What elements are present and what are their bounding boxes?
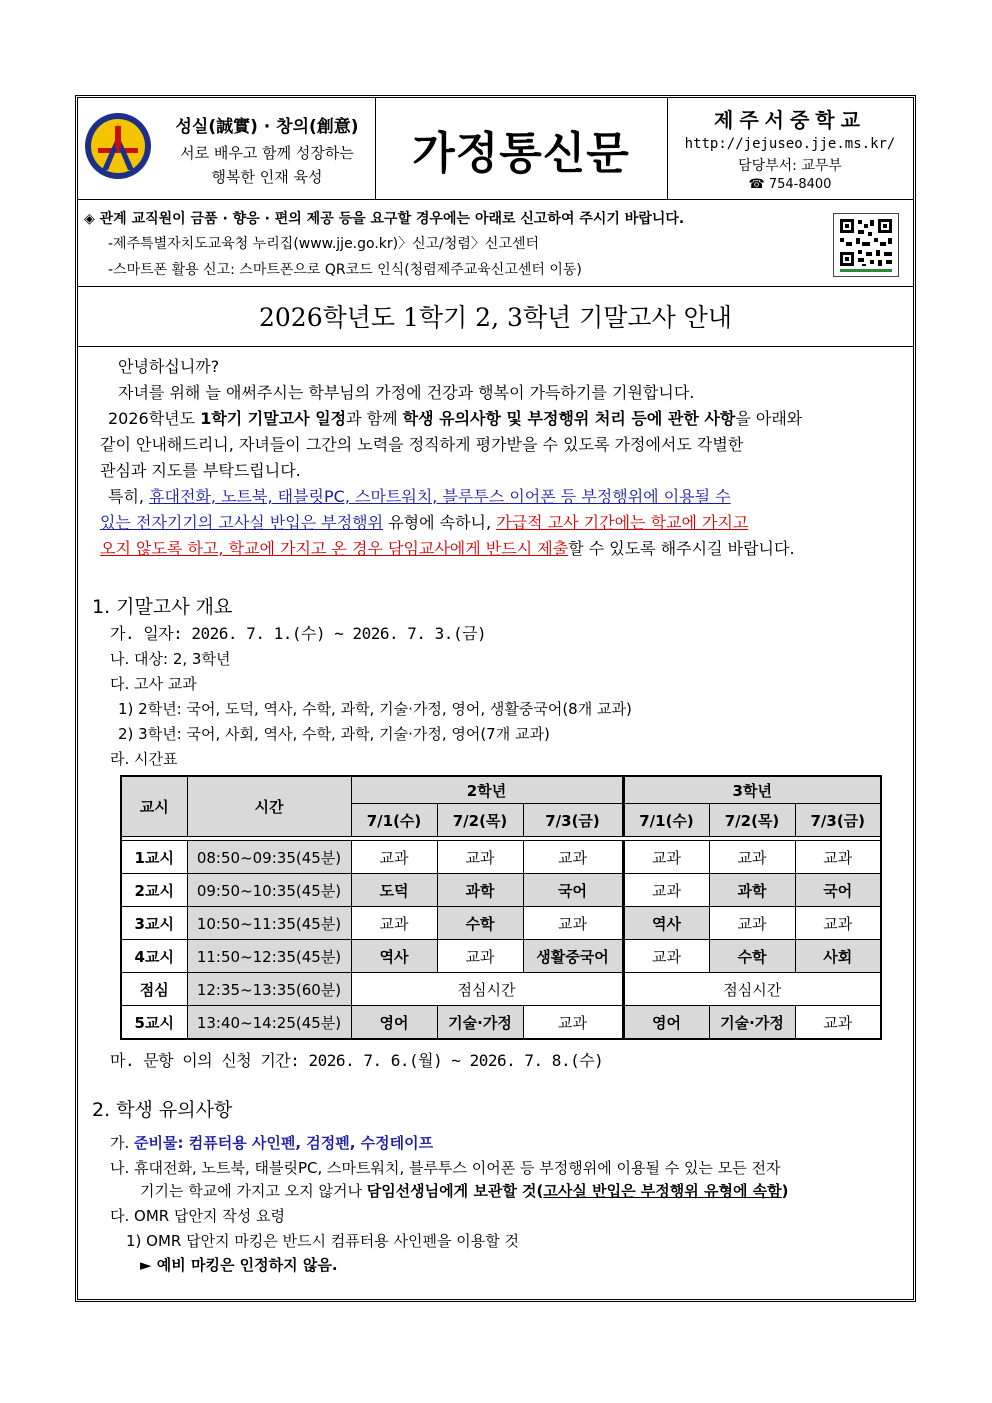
period-cell: 점심: [121, 973, 187, 1006]
period-cell: 1교시: [121, 841, 187, 874]
timetable-row: [121, 940, 881, 973]
subject-cell: 수학: [709, 940, 795, 973]
bold-span: 1학기 기말고사 일정: [200, 409, 347, 428]
section2-heading: 2. 학생 유의사항: [92, 1099, 233, 1121]
red-underline-span: 가급적 고사 기간에는 학교에 가지고: [496, 513, 749, 532]
timetable-heading: 라. 시간표: [110, 750, 178, 768]
omr-rule1: 1) OMR 답안지 마킹은 반드시 컴퓨터용 사인펜을 이용할 것: [126, 1232, 520, 1250]
timetable-row: [121, 841, 881, 874]
subject-cell: 과학: [709, 874, 795, 907]
text-span: 유형에 속하니,: [383, 513, 497, 532]
time-cell: 08:50~09:35(45분): [187, 841, 351, 874]
grade2-subjects: 1) 2학년: 국어, 도덕, 역사, 수학, 과학, 기술·가정, 영어, 생활중국어(8개 교과): [118, 700, 632, 718]
subject-cell: 교과: [623, 874, 709, 907]
intro-line8: [100, 536, 795, 562]
subject-cell: 기술·가정: [709, 1006, 795, 1040]
subject-cell: 교과: [709, 841, 795, 874]
subject-cell: 교과: [795, 841, 881, 874]
subject-cell: 교과: [523, 1006, 623, 1040]
bold-span: 담임선생님에게 보관할 것: [366, 1182, 537, 1200]
exam-subjects-heading: 다. 고사 교과: [110, 675, 197, 693]
period-cell: 2교시: [121, 874, 187, 907]
period-cell: 4교시: [121, 940, 187, 973]
intro-line4: 같이 안내해드리니, 자녀들이 그간의 노력을 정직하게 평가받을 수 있도록 가정에서도 각별한: [100, 435, 744, 454]
text-span: 특히,: [108, 487, 150, 506]
intro-line2: 자녀를 위해 늘 애써주시는 학부님의 가정에 건강과 행복이 가득하기를 기원합니다.: [118, 383, 695, 402]
time-cell: 10:50~11:35(45분): [187, 907, 351, 940]
subject-cell: 역사: [623, 907, 709, 940]
time-cell: 11:50~12:35(45분): [187, 940, 351, 973]
time-cell: 13:40~14:25(45분): [187, 1006, 351, 1040]
header-time: 시간: [187, 776, 351, 837]
supplies-text: 준비물: 컴퓨터용 사인펜, 검정펜, 수정테이프: [134, 1134, 434, 1152]
school-name: 제주서중학교: [714, 108, 866, 132]
document-frame: [75, 95, 916, 1302]
subject-cell: 기술·가정: [437, 1006, 523, 1040]
motto-line2: 서로 배우고 함께 성장하는: [180, 144, 354, 162]
motto-line1: 성실(誠實) · 창의(創意): [175, 117, 359, 137]
text-span: 할 수 있도록 해주시길 바랍니다.: [568, 539, 795, 558]
subject-cell: 수학: [437, 907, 523, 940]
subject-cell: 사회: [795, 940, 881, 973]
subject-cell: 교과: [795, 907, 881, 940]
devices-line1: 나. 휴대전화, 노트북, 태블릿PC, 스마트워치, 블루투스 이어폰 등 부정행위에 이용될 수 있는 모든 전자: [110, 1159, 781, 1177]
subject-cell: 교과: [709, 907, 795, 940]
motto-line3: 행복한 인재 육성: [211, 168, 323, 186]
timetable-row: [121, 1006, 881, 1040]
header-date: 7/3(금): [795, 804, 881, 837]
intro-line6: [108, 484, 731, 510]
report-line2: -제주특별자치도교육청 누리집(www.jje.go.kr)〉신고/청렴〉신고센터: [108, 236, 540, 252]
subject-cell: 영어: [351, 1006, 437, 1040]
intro-line3: [108, 406, 802, 432]
time-cell: 12:35~13:35(60분): [187, 973, 351, 1006]
appeal-period: 마. 문항 이의 신청 기간: 2026. 7. 6.(월) ~ 2026. 7. 8.(수): [110, 1051, 604, 1070]
timetable-row: [121, 874, 881, 907]
text-span: 가.: [110, 1134, 135, 1152]
supplies-item: [110, 1132, 433, 1153]
report-line1: ◈ 관계 교직원이 금품 · 향응 · 편의 제공 등을 요구할 경우에는 아래로 신고하여 주시기 바랍니다.: [84, 211, 685, 227]
lunch-cell-grade3: 점심시간: [623, 973, 881, 1006]
header-date: 7/3(금): [523, 804, 623, 837]
exam-dates: 가. 일자: 2026. 7. 1.(수) ~ 2026. 7. 3.(금): [110, 624, 487, 643]
period-cell: 3교시: [121, 907, 187, 940]
blue-underline-span: 있는 전자기기의 고사실 반입은 부정행위: [100, 513, 384, 532]
school-info-cell: [667, 98, 913, 199]
header-period: 교시: [121, 776, 187, 837]
header-date: 7/1(수): [623, 804, 709, 837]
header-date: 7/1(수): [351, 804, 437, 837]
text-span: 을 아래와: [735, 409, 803, 428]
devices-line2: [140, 1180, 789, 1201]
intro-line7: [100, 510, 748, 536]
exam-timetable: [120, 775, 882, 1040]
subject-cell: 교과: [623, 841, 709, 874]
subject-cell: 국어: [523, 874, 623, 907]
lunch-cell-grade2: 점심시간: [351, 973, 623, 1006]
subject-cell: 역사: [351, 940, 437, 973]
header-grade3: 3학년: [623, 776, 881, 804]
subject-cell: 교과: [523, 841, 623, 874]
subject-cell: 생활중국어: [523, 940, 623, 973]
timetable-row: [121, 907, 881, 940]
letterhead: [78, 98, 913, 200]
document-title: 2026학년도 1학기 2, 3학년 기말고사 안내: [78, 286, 913, 347]
subject-cell: 교과: [437, 841, 523, 874]
subject-cell: 도덕: [351, 874, 437, 907]
greeting: 안녕하십니까?: [118, 357, 220, 376]
timetable-row: [121, 973, 881, 1006]
period-cell: 5교시: [121, 1006, 187, 1040]
grade3-subjects: 2) 3학년: 국어, 사회, 역사, 수학, 과학, 기술·가정, 영어(7개 교과): [118, 725, 550, 743]
header-date: 7/2(목): [437, 804, 523, 837]
subject-cell: 영어: [623, 1006, 709, 1040]
omr-rule2: ► 예비 마킹은 인정하지 않음.: [140, 1256, 338, 1274]
subject-cell: 교과: [437, 940, 523, 973]
section1-heading: 1. 기말고사 개요: [92, 596, 233, 618]
school-logo: [84, 112, 152, 180]
red-underline-span: 오지 않도록 하고, 학교에 가지고 온 경우 담임교사에게 반드시 제출: [100, 539, 569, 558]
subject-cell: 교과: [623, 940, 709, 973]
department: 담당부서: 교무부: [738, 158, 842, 174]
text-span: 2026학년도: [108, 409, 201, 428]
bold-span: (: [536, 1182, 544, 1200]
newsletter-title: 가정통신문: [412, 127, 630, 179]
subject-cell: 교과: [795, 1006, 881, 1040]
phone-number: ☎ 754-8400: [748, 177, 832, 192]
omr-heading: 다. OMR 답안지 작성 요령: [110, 1207, 285, 1225]
title-cell: [375, 98, 668, 199]
exam-target: 나. 대상: 2, 3학년: [110, 650, 231, 668]
report-line3: -스마트폰 활용 신고: 스마트폰으로 QR코드 인식(청렴제주교육신고센터 이동): [108, 262, 582, 278]
blue-underline-span: 휴대전화, 노트북, 태블릿PC, 스마트워치, 블루투스 이어폰 등 부정행위에 이용될 수: [149, 487, 731, 506]
subject-cell: 교과: [351, 907, 437, 940]
qr-code-icon[interactable]: [833, 213, 899, 277]
text-span: 과 함께: [346, 409, 403, 428]
school-url[interactable]: http://jejuseo.jje.ms.kr/: [684, 136, 896, 152]
subject-cell: 과학: [437, 874, 523, 907]
time-cell: 09:50~10:35(45분): [187, 874, 351, 907]
header-grade2: 2학년: [351, 776, 623, 804]
report-notice: [78, 199, 913, 287]
header-date: 7/2(목): [709, 804, 795, 837]
bold-span: ): [781, 1182, 789, 1200]
motto-cell: [78, 98, 376, 199]
subject-cell: 국어: [795, 874, 881, 907]
text-span: 기기는 학교에 가지고 오지 않거나: [140, 1182, 367, 1200]
bold-underline-span: 고사실 반입은 부정행위 유형에 속함: [543, 1182, 782, 1200]
subject-cell: 교과: [523, 907, 623, 940]
bold-span: 학생 유의사항 및 부정행위 처리 등에 관한 사항: [402, 409, 736, 428]
subject-cell: 교과: [351, 841, 437, 874]
intro-line5: 관심과 지도를 부탁드립니다.: [100, 461, 301, 480]
